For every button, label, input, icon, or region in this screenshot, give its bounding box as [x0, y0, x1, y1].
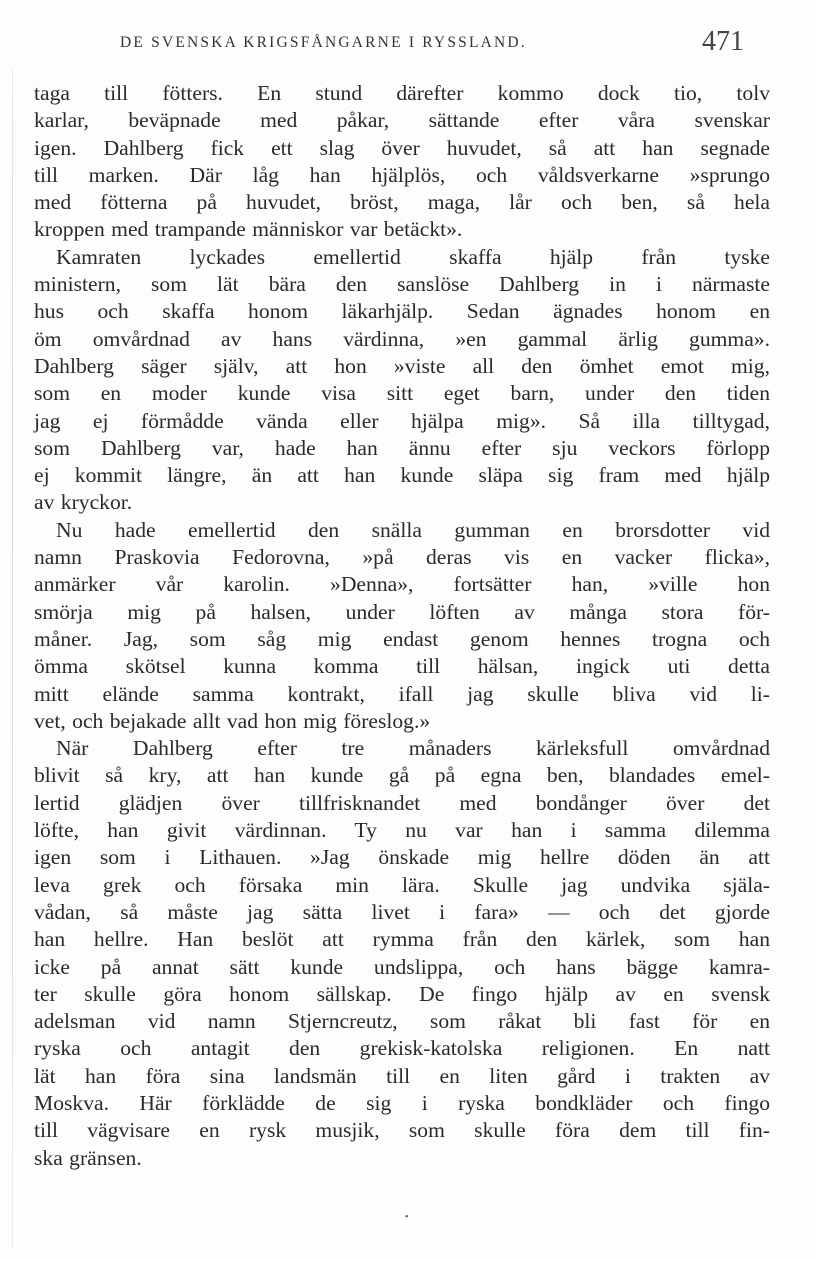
text-line: lertid glädjen över tillfrisknandet med bondånger över det: [34, 790, 770, 815]
running-title: DE SVENSKA KRIGSFÅNGARNE I RYSSLAND.: [120, 34, 527, 51]
text-line: med fötterna på huvudet, bröst, maga, lår och ben, så hela: [34, 190, 770, 215]
text-line: ej kommit längre, än att han kunde släpa sig fram med hjälp: [34, 463, 770, 488]
text-line: som Dahlberg var, hade han ännu efter sju veckors förlopp: [34, 435, 770, 460]
text-line: ömma skötsel kunna komma till hälsan, ingick uti detta: [34, 654, 770, 679]
text-line: han hellre. Han beslöt att rymma från den kärlek, som han: [34, 927, 770, 952]
text-line: måner. Jag, som såg mig endast genom hennes trogna och: [34, 626, 770, 651]
text-line: kroppen med trampande människor var betäckt».: [34, 217, 463, 242]
text-line: När Dahlberg efter tre månaders kärleksfull omvårdnad: [56, 736, 770, 761]
text-line: till vägvisare en rysk musjik, som skulle föra dem till fin-: [34, 1118, 770, 1143]
text-line: adelsman vid namn Stjerncreutz, som råkat bli fast för en: [34, 1009, 770, 1034]
text-line: till marken. Där låg han hjälplös, och våldsverkarne »sprungo: [34, 162, 770, 187]
text-line: löfte, han givit värdinnan. Ty nu var han i samma dilemma: [34, 818, 770, 843]
text-line: karlar, beväpnade med påkar, sättande efter våra svenskar: [34, 108, 770, 133]
stray-print-mark: •: [405, 1212, 409, 1223]
text-line: jag ej förmådde vända eller hjälpa mig». Så illa tilltygad,: [34, 408, 770, 433]
text-line: ministern, som lät bära den sanslöse Dahlberg in i närmaste: [34, 272, 770, 297]
text-line: mitt elände samma kontrakt, ifall jag skulle bliva vid li-: [34, 681, 770, 706]
page-header: [120, 26, 744, 58]
text-line: vådan, så måste jag sätta livet i fara» — och det gjorde: [34, 899, 770, 924]
text-line: Moskva. Här förklädde de sig i ryska bondkläder och fingo: [34, 1090, 770, 1115]
text-line: blivit så kry, att han kunde gå på egna ben, blandades emel-: [34, 763, 770, 788]
text-line: som en moder kunde visa sitt eget barn, under den tiden: [34, 381, 770, 406]
text-line: Dahlberg säger själv, att hon »viste all den ömhet emot mig,: [34, 353, 770, 378]
text-line: taga till fötters. En stund därefter kommo dock tio, tolv: [34, 81, 770, 105]
text-line: leva grek och försaka min lära. Skulle jag undvika själa-: [34, 872, 770, 897]
text-line: hus och skaffa honom läkarhjälp. Sedan ägnades honom en: [34, 299, 770, 324]
text-line: icke på annat sätt kunde undslippa, och hans bägge kamra-: [34, 954, 770, 979]
text-line: lät han föra sina landsmän till en liten gård i trakten av: [34, 1063, 770, 1088]
text-line: öm omvårdnad av hans värdinna, »en gammal ärlig gumma».: [34, 326, 770, 351]
text-line: namn Praskovia Fedorovna, »på deras vis en vacker flicka»,: [34, 545, 770, 570]
text-line: av kryckor.: [34, 490, 133, 515]
page-gutter-edge: [12, 70, 13, 1250]
text-line: Kamraten lyckades emellertid skaffa hjälp från tyske: [56, 244, 770, 269]
page-number: 471: [702, 26, 744, 57]
text-line: igen. Dahlberg fick ett slag över huvudet, så att han segnade: [34, 135, 770, 160]
body-text: [34, 80, 770, 1172]
text-line: vet, och bejakade allt vad hon mig föreslog.»: [34, 708, 431, 733]
text-line: ska gränsen.: [34, 1145, 142, 1170]
text-line: ryska och antagit den grekisk-katolska religionen. En natt: [34, 1036, 770, 1061]
text-line: Nu hade emellertid den snälla gumman en brorsdotter vid: [56, 517, 770, 542]
text-line: anmärker vår karolin. »Denna», fortsätter han, »ville hon: [34, 572, 770, 597]
text-line: igen som i Lithauen. »Jag önskade mig hellre döden än att: [34, 845, 770, 870]
text-line: smörja mig på halsen, under löften av många stora för-: [34, 599, 770, 624]
text-line: ter skulle göra honom sällskap. De fingo hjälp av en svensk: [34, 981, 770, 1006]
